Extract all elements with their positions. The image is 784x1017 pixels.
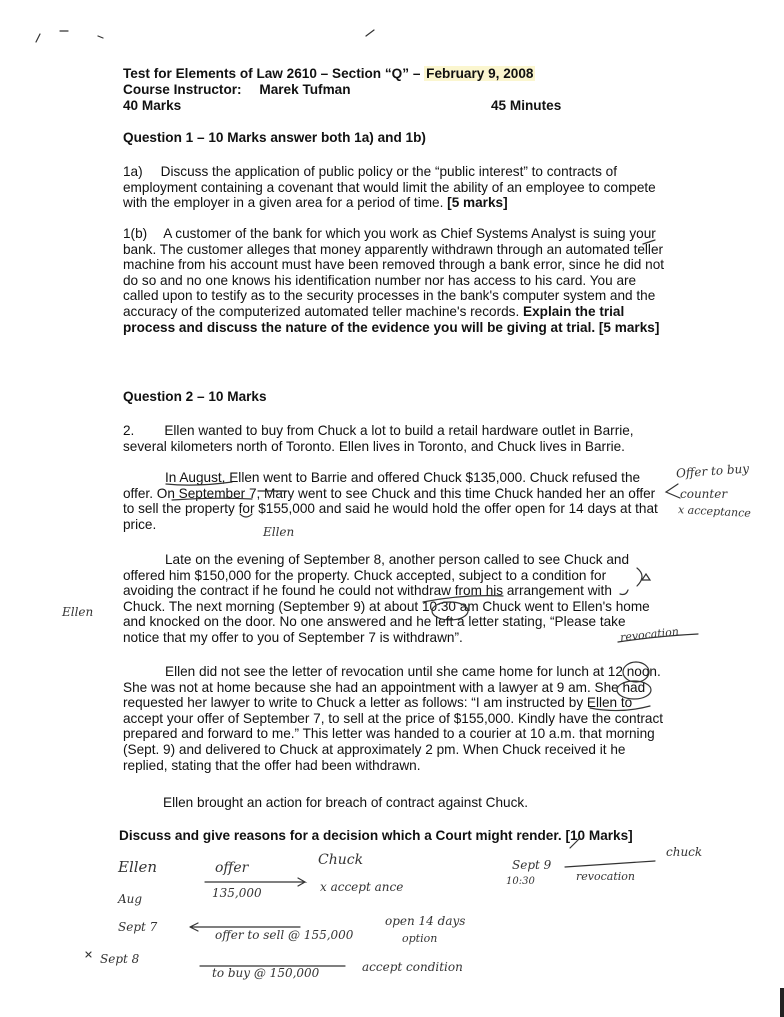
stray-mark xyxy=(36,30,374,42)
margin-note-counter: counter xyxy=(680,487,728,501)
diagram-revocation: revocation xyxy=(576,870,635,883)
margin-note-offer-to-buy: Offer to buy xyxy=(675,461,750,481)
underline-august xyxy=(166,482,232,485)
diagram-accept-condition: accept condition xyxy=(362,960,463,974)
underline-sept7 xyxy=(172,498,252,500)
bracket-condition xyxy=(637,568,650,586)
arrow-counter xyxy=(666,484,680,498)
mark-for xyxy=(240,514,252,517)
q1a-marks: [5 marks] xyxy=(447,195,508,211)
line-revocation xyxy=(565,861,655,867)
instructor-label: Course Instructor: xyxy=(123,82,242,97)
q1b-text: A customer of the bank for which you work as Chief Systems Analyst is suing your bank. The customer alleges that money apparently withdrawn through an automated teller machine from his account must have been removed through a bank error, since he did not do so and no one knows his identification number nor has access to his card. You are called upon to testify as to the security processes in the bank's computer system and the accuracy of the computerized automated teller machine's records. xyxy=(123,226,665,319)
question-1-heading: Question 1 – 10 Marks answer both 1a) and 1b) xyxy=(123,130,426,145)
diagram-offer: offer xyxy=(215,860,249,876)
note-ellen-margin: Ellen xyxy=(62,605,94,619)
question-2-p2: In August, Ellen went to Barrie and offered Chuck $135,000. Chuck refused the offer. On September 7, Mary went to see Chuck and this time Chuck handed her an offer to sell the property for $155,000 and said he would hold the offer open for 14 days at that price. xyxy=(123,470,658,532)
arrow-withdraw xyxy=(423,596,503,602)
title-date: February 9, 2008 xyxy=(426,66,534,81)
diagram-sept9-time: 10:30 xyxy=(506,876,535,887)
q1b-label: 1(b) xyxy=(123,226,148,241)
underline-instructed xyxy=(590,706,650,711)
scan-edge xyxy=(780,988,784,1017)
diagram-x-accept: x accept ance xyxy=(320,880,404,894)
diagram-row-sept7: Sept 7 xyxy=(118,920,158,934)
diagram-sept9: Sept 9 xyxy=(512,858,552,872)
tick-suing xyxy=(643,240,655,244)
question-2-p3: Late on the evening of September 8, another person called to see Chuck and offered him $150,000 for the property. Chuck accepted, subject to a condition for avoiding the contract if he found he could not withdraw from his arrangement with Chuck. The next morning (September 9) at about 10:30 am Chuck went to Ellen's home and knocked on the door. No one answered and he left a letter stating, “Please take notice that my offer to you of September 7 is withdrawn”. xyxy=(123,552,650,645)
total-marks: 40 Marks xyxy=(123,98,182,113)
title-prefix: Test for Elements of Law 2610 – Section “Q” – xyxy=(123,66,425,81)
diagram-row-aug: Aug xyxy=(118,892,143,906)
mark-arrangement xyxy=(620,590,628,595)
diagram-open-14-days: open 14 days xyxy=(385,914,466,928)
diagram-chuck: Chuck xyxy=(318,852,364,868)
diagram-amount-135: 135,000 xyxy=(212,886,262,900)
arrow-right-aug xyxy=(205,878,305,886)
instructor-name: Marek Tufman xyxy=(259,82,351,97)
diagram-option: option xyxy=(402,932,438,945)
q2-num: 2. xyxy=(123,423,135,438)
circle-1030 xyxy=(432,602,468,620)
diagram-chuck-right: chuck xyxy=(666,845,703,859)
q2-p1-text: Ellen wanted to buy from Chuck a lot to build a retail hardware outlet in Barrie, several kilometers north of Toronto. Ellen lives in Toronto, and Chuck lives in Barrie. xyxy=(123,423,634,454)
x-mark xyxy=(86,952,91,957)
question-2-instruction: Discuss and give reasons for a decision which a Court might render. [10 Marks] xyxy=(119,828,633,843)
margin-note-acceptance: x acceptance xyxy=(677,503,752,520)
note-ellen-above: Ellen xyxy=(263,525,295,539)
duration: 45 Minutes xyxy=(491,98,562,113)
question-2-heading: Question 2 – 10 Marks xyxy=(123,389,267,404)
circle-12 xyxy=(623,662,649,682)
question-2-p4: Ellen did not see the letter of revocation until she came home for lunch at 12 noon. She was not at home because she had an appointment with a lawyer at 9 am. She had requested her lawyer to write to Chuck a letter as follows: “I am instructed by Ellen to accept your offer of September 7, to sell at the price of $155,000. Kindly have the contract prepared and forward to me.” This letter was handed to a courier at 10 a.m. that morning (Sept. 9) and delivered to Chuck at approximately 2 pm. When Chuck received it he replied, stating that the offer had been withdrawn. xyxy=(123,664,664,773)
diagram-to-buy: to buy @ 150,000 xyxy=(212,966,320,980)
q1a-text: Discuss the application of public policy or the “public interest” to contracts of employment containing a covenant that would limit the ability of an employee to compete with the employer in a given area for a period of time. xyxy=(123,164,656,211)
q1a-label: 1a) xyxy=(123,164,143,179)
q1b-bold-instruction: Explain the trial process and discuss the nature of the evidence you will be giving at trial. [5 marks] xyxy=(123,303,660,335)
question-2-p5: Ellen brought an action for breach of contract against Chuck. xyxy=(163,795,528,810)
diagram-ellen: Ellen xyxy=(118,858,158,876)
tick-render xyxy=(570,838,580,848)
diagram-offer-to-sell: offer to sell @ 155,000 xyxy=(215,928,354,942)
circle-9am xyxy=(617,681,651,699)
note-revocation: revocation xyxy=(619,624,680,645)
diagram-row-sept8: Sept 8 xyxy=(100,952,140,966)
